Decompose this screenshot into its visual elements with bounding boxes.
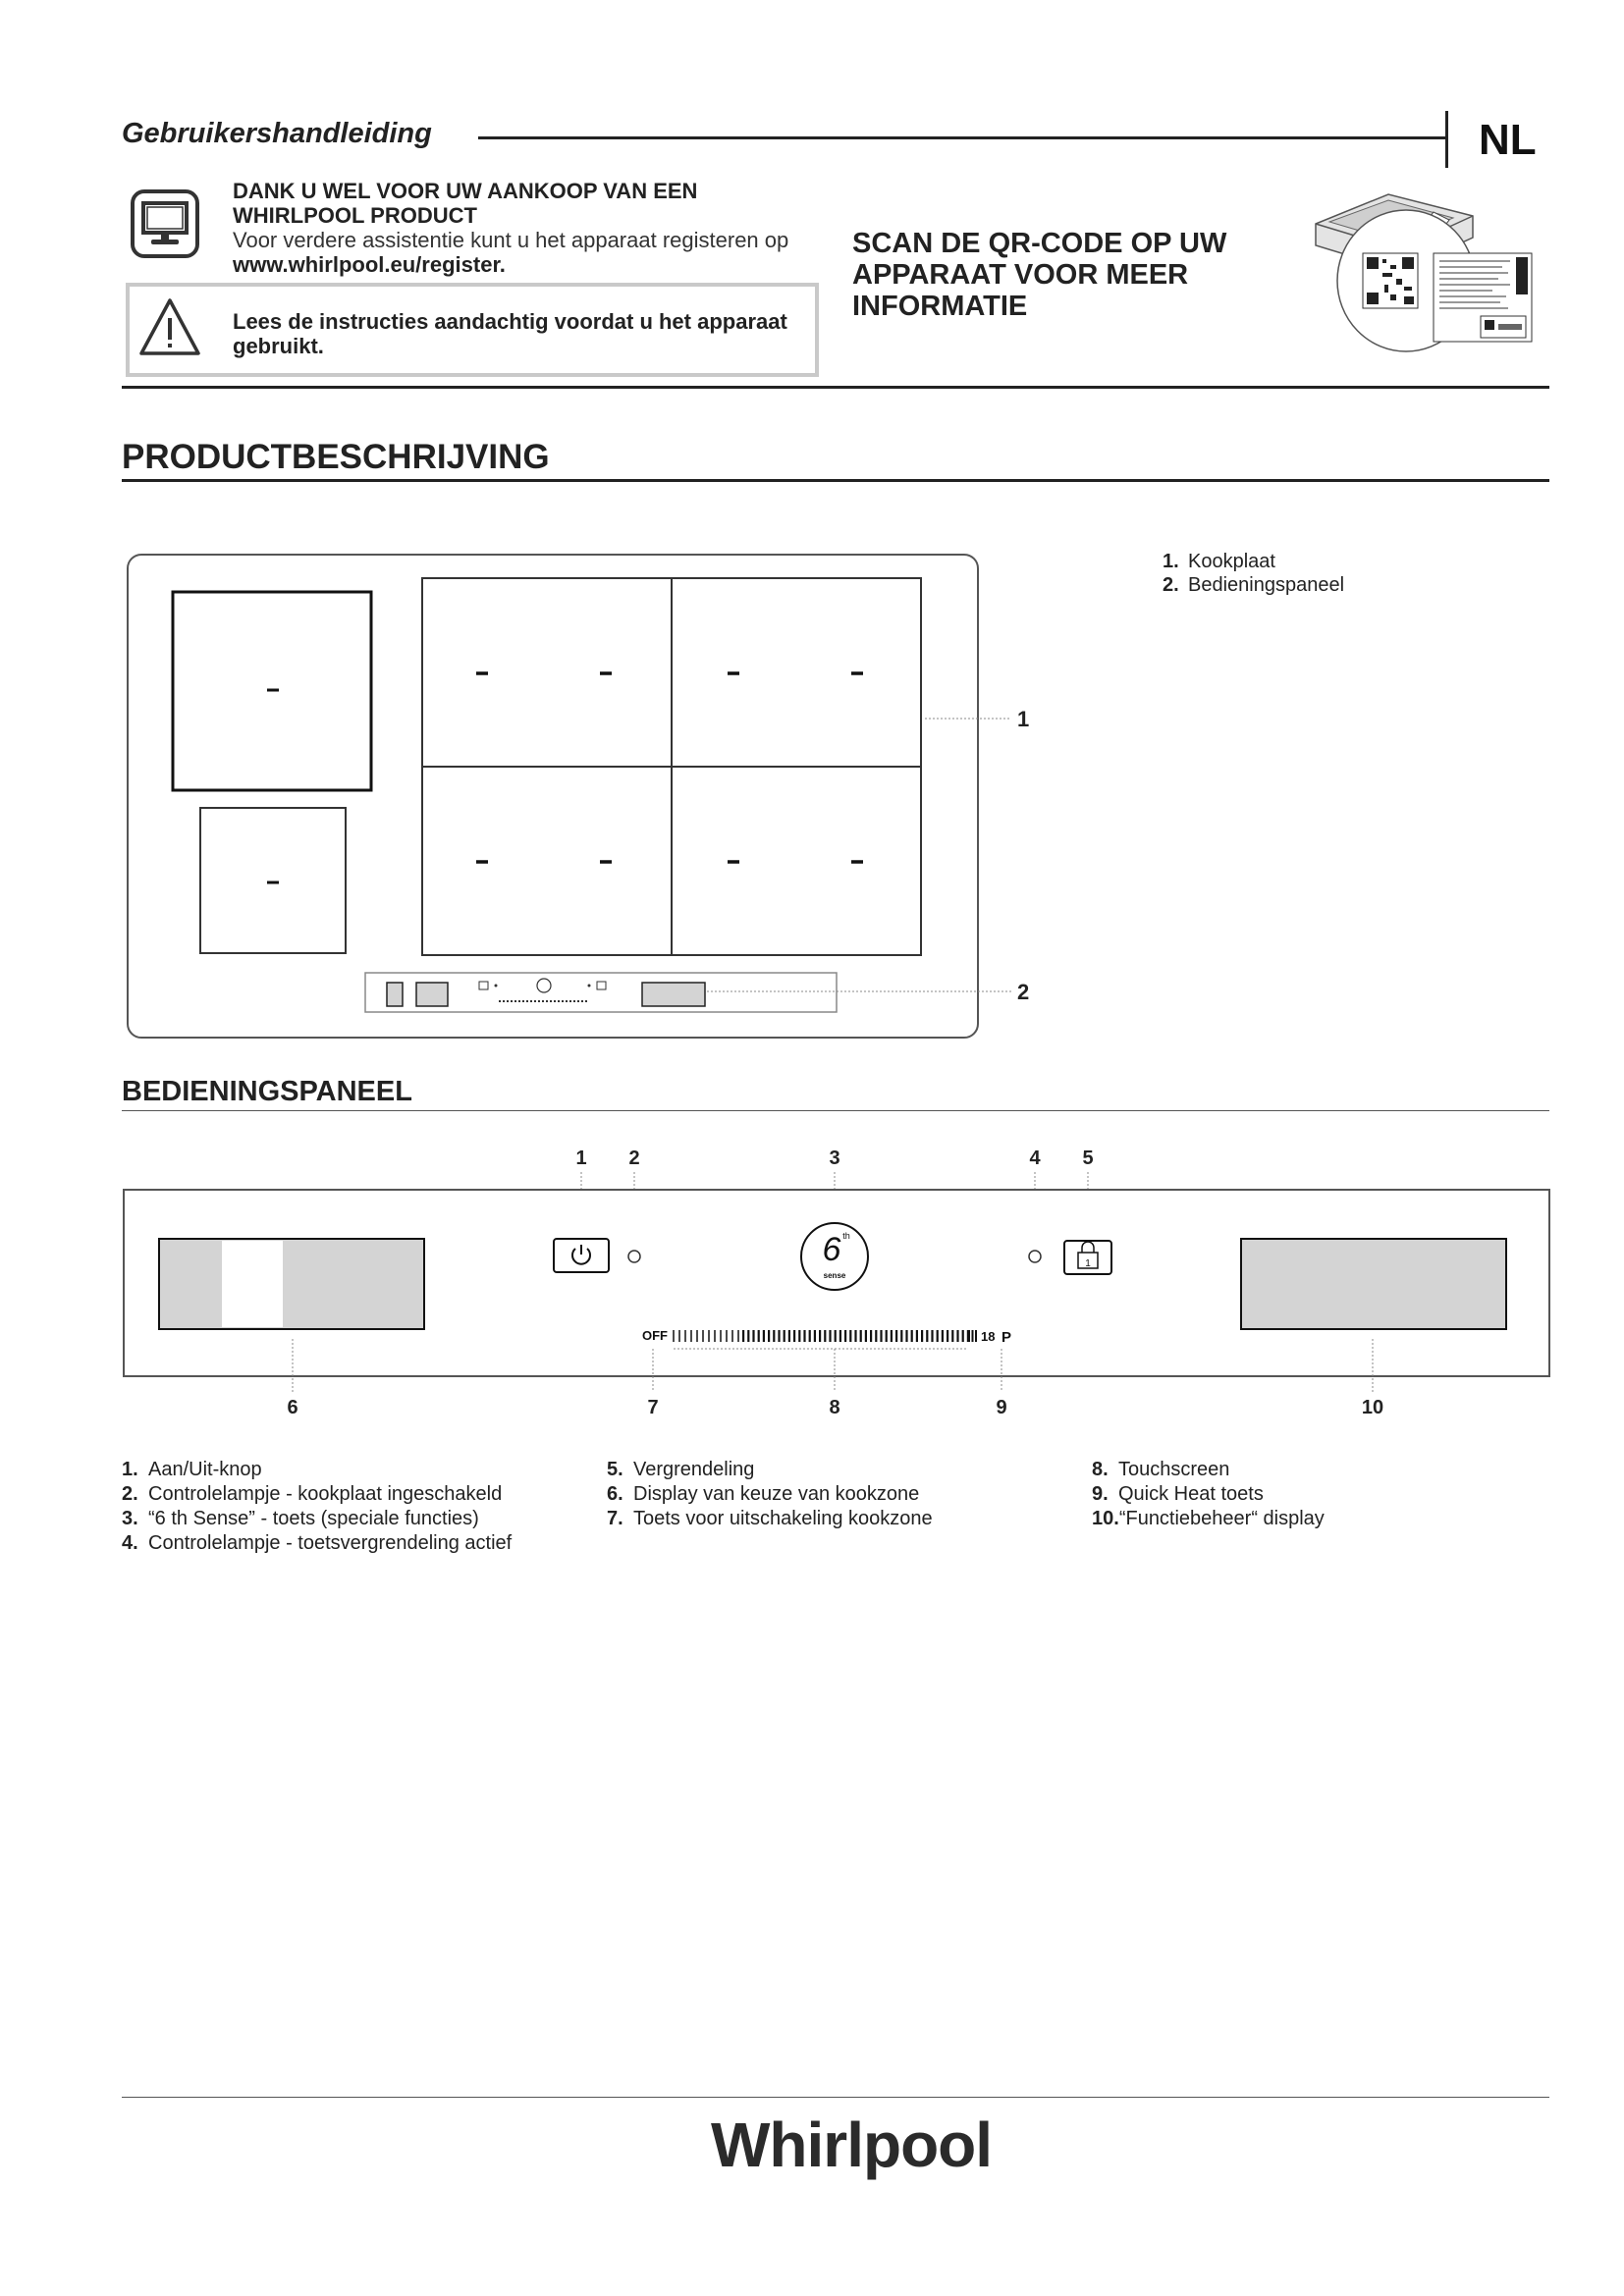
monitor-icon — [130, 188, 200, 259]
register-link[interactable]: www.whirlpool.eu/register. — [233, 252, 506, 277]
callout-top-2: 2 — [628, 1148, 640, 1169]
product-legend — [1163, 550, 1344, 597]
legend-item: 3. “6 th Sense” - toets (speciale functies) — [122, 1508, 479, 1529]
control-panel-diagram — [118, 1139, 1555, 1423]
function-management-display — [1241, 1239, 1506, 1329]
brand-logo: Whirlpool — [711, 2109, 993, 2180]
legend-item: 7. Toets voor uitschakeling kookzone — [607, 1508, 933, 1529]
svg-text:P: P — [1001, 1329, 1012, 1346]
heading-rule — [122, 1110, 1549, 1111]
header-divider — [1445, 111, 1448, 168]
zone-selection-display — [159, 1239, 424, 1329]
product-description-heading: PRODUCTBESCHRIJVING — [122, 438, 550, 476]
qr-instruction: SCAN DE QR-CODE OP UW APPARAAT VOOR MEER INFORMATIE — [852, 228, 1227, 322]
thanks-text: Voor verdere assistentie kunt u het apparaat registeren op — [233, 228, 789, 252]
legend-item: 5. Vergrendeling — [607, 1459, 755, 1480]
document-title: Gebruikershandleiding — [122, 118, 432, 149]
control-legend-column-1 — [122, 1458, 512, 1556]
warning-text: Lees de instructies aandachtig voordat u het apparaat gebruikt. — [233, 309, 787, 358]
legend-item: 8. Touchscreen — [1092, 1459, 1230, 1480]
callout-bottom-6: 6 — [287, 1397, 298, 1418]
svg-text:OFF: OFF — [642, 1328, 668, 1343]
legend-item: 6. Display van keuze van kookzone — [607, 1483, 920, 1505]
callout-1: 1 — [1017, 707, 1030, 731]
svg-text:18: 18 — [981, 1329, 996, 1344]
callout-top-5: 5 — [1082, 1148, 1094, 1169]
legend-item: 4. Controlelampje - toetsvergrendeling actief — [122, 1532, 513, 1554]
warning-icon — [137, 296, 202, 357]
callout-top-1: 1 — [575, 1148, 587, 1169]
callout-top-3: 3 — [829, 1148, 840, 1169]
legend-item: 2. Bedieningspaneel — [1163, 574, 1345, 596]
legend-item: 1. Kookplaat — [1163, 551, 1275, 572]
qr-code-illustration — [1306, 177, 1551, 355]
control-panel-heading: BEDIENINGSPANEEL — [122, 1076, 412, 1107]
control-legend-column-2 — [607, 1458, 933, 1531]
svg-text:1: 1 — [1085, 1258, 1091, 1269]
header-rule — [478, 136, 1445, 139]
footer-rule — [122, 2097, 1549, 2098]
thanks-title: DANK U WEL VOOR UW AANKOOP VAN EEN WHIRLPOOL PRODUCT — [233, 179, 698, 228]
legend-item: 2. Controlelampje - kookplaat ingeschakeld — [122, 1483, 503, 1505]
language-code: NL — [1479, 116, 1537, 164]
lock-indicator — [1029, 1251, 1041, 1262]
callout-bottom-10: 10 — [1361, 1397, 1384, 1418]
callout-bottom-7: 7 — [647, 1397, 659, 1418]
heading-rule — [122, 479, 1549, 482]
lock-button — [1064, 1241, 1111, 1274]
control-legend-column-3 — [1092, 1458, 1325, 1531]
callout-top-4: 4 — [1029, 1148, 1041, 1169]
power-button — [554, 1239, 609, 1272]
hob-on-indicator — [628, 1251, 640, 1262]
callout-bottom-9: 9 — [996, 1397, 1007, 1418]
callout-bottom-8: 8 — [829, 1397, 840, 1418]
svg-text:th: th — [842, 1231, 850, 1241]
cooking-zone-small — [200, 808, 346, 953]
section-separator — [122, 386, 1549, 389]
svg-text:6: 6 — [822, 1231, 841, 1268]
legend-item: 10.“Functiebeheer“ display — [1092, 1508, 1325, 1529]
legend-item: 9. Quick Heat toets — [1092, 1483, 1264, 1505]
cooking-zone-large — [173, 592, 371, 790]
hob-diagram — [122, 545, 1045, 1045]
mini-control-panel — [365, 973, 837, 1012]
sixth-sense-button — [801, 1223, 868, 1290]
legend-item: 1. Aan/Uit-knop — [122, 1459, 262, 1480]
callout-2: 2 — [1017, 980, 1030, 1004]
svg-text:sense: sense — [823, 1271, 846, 1280]
